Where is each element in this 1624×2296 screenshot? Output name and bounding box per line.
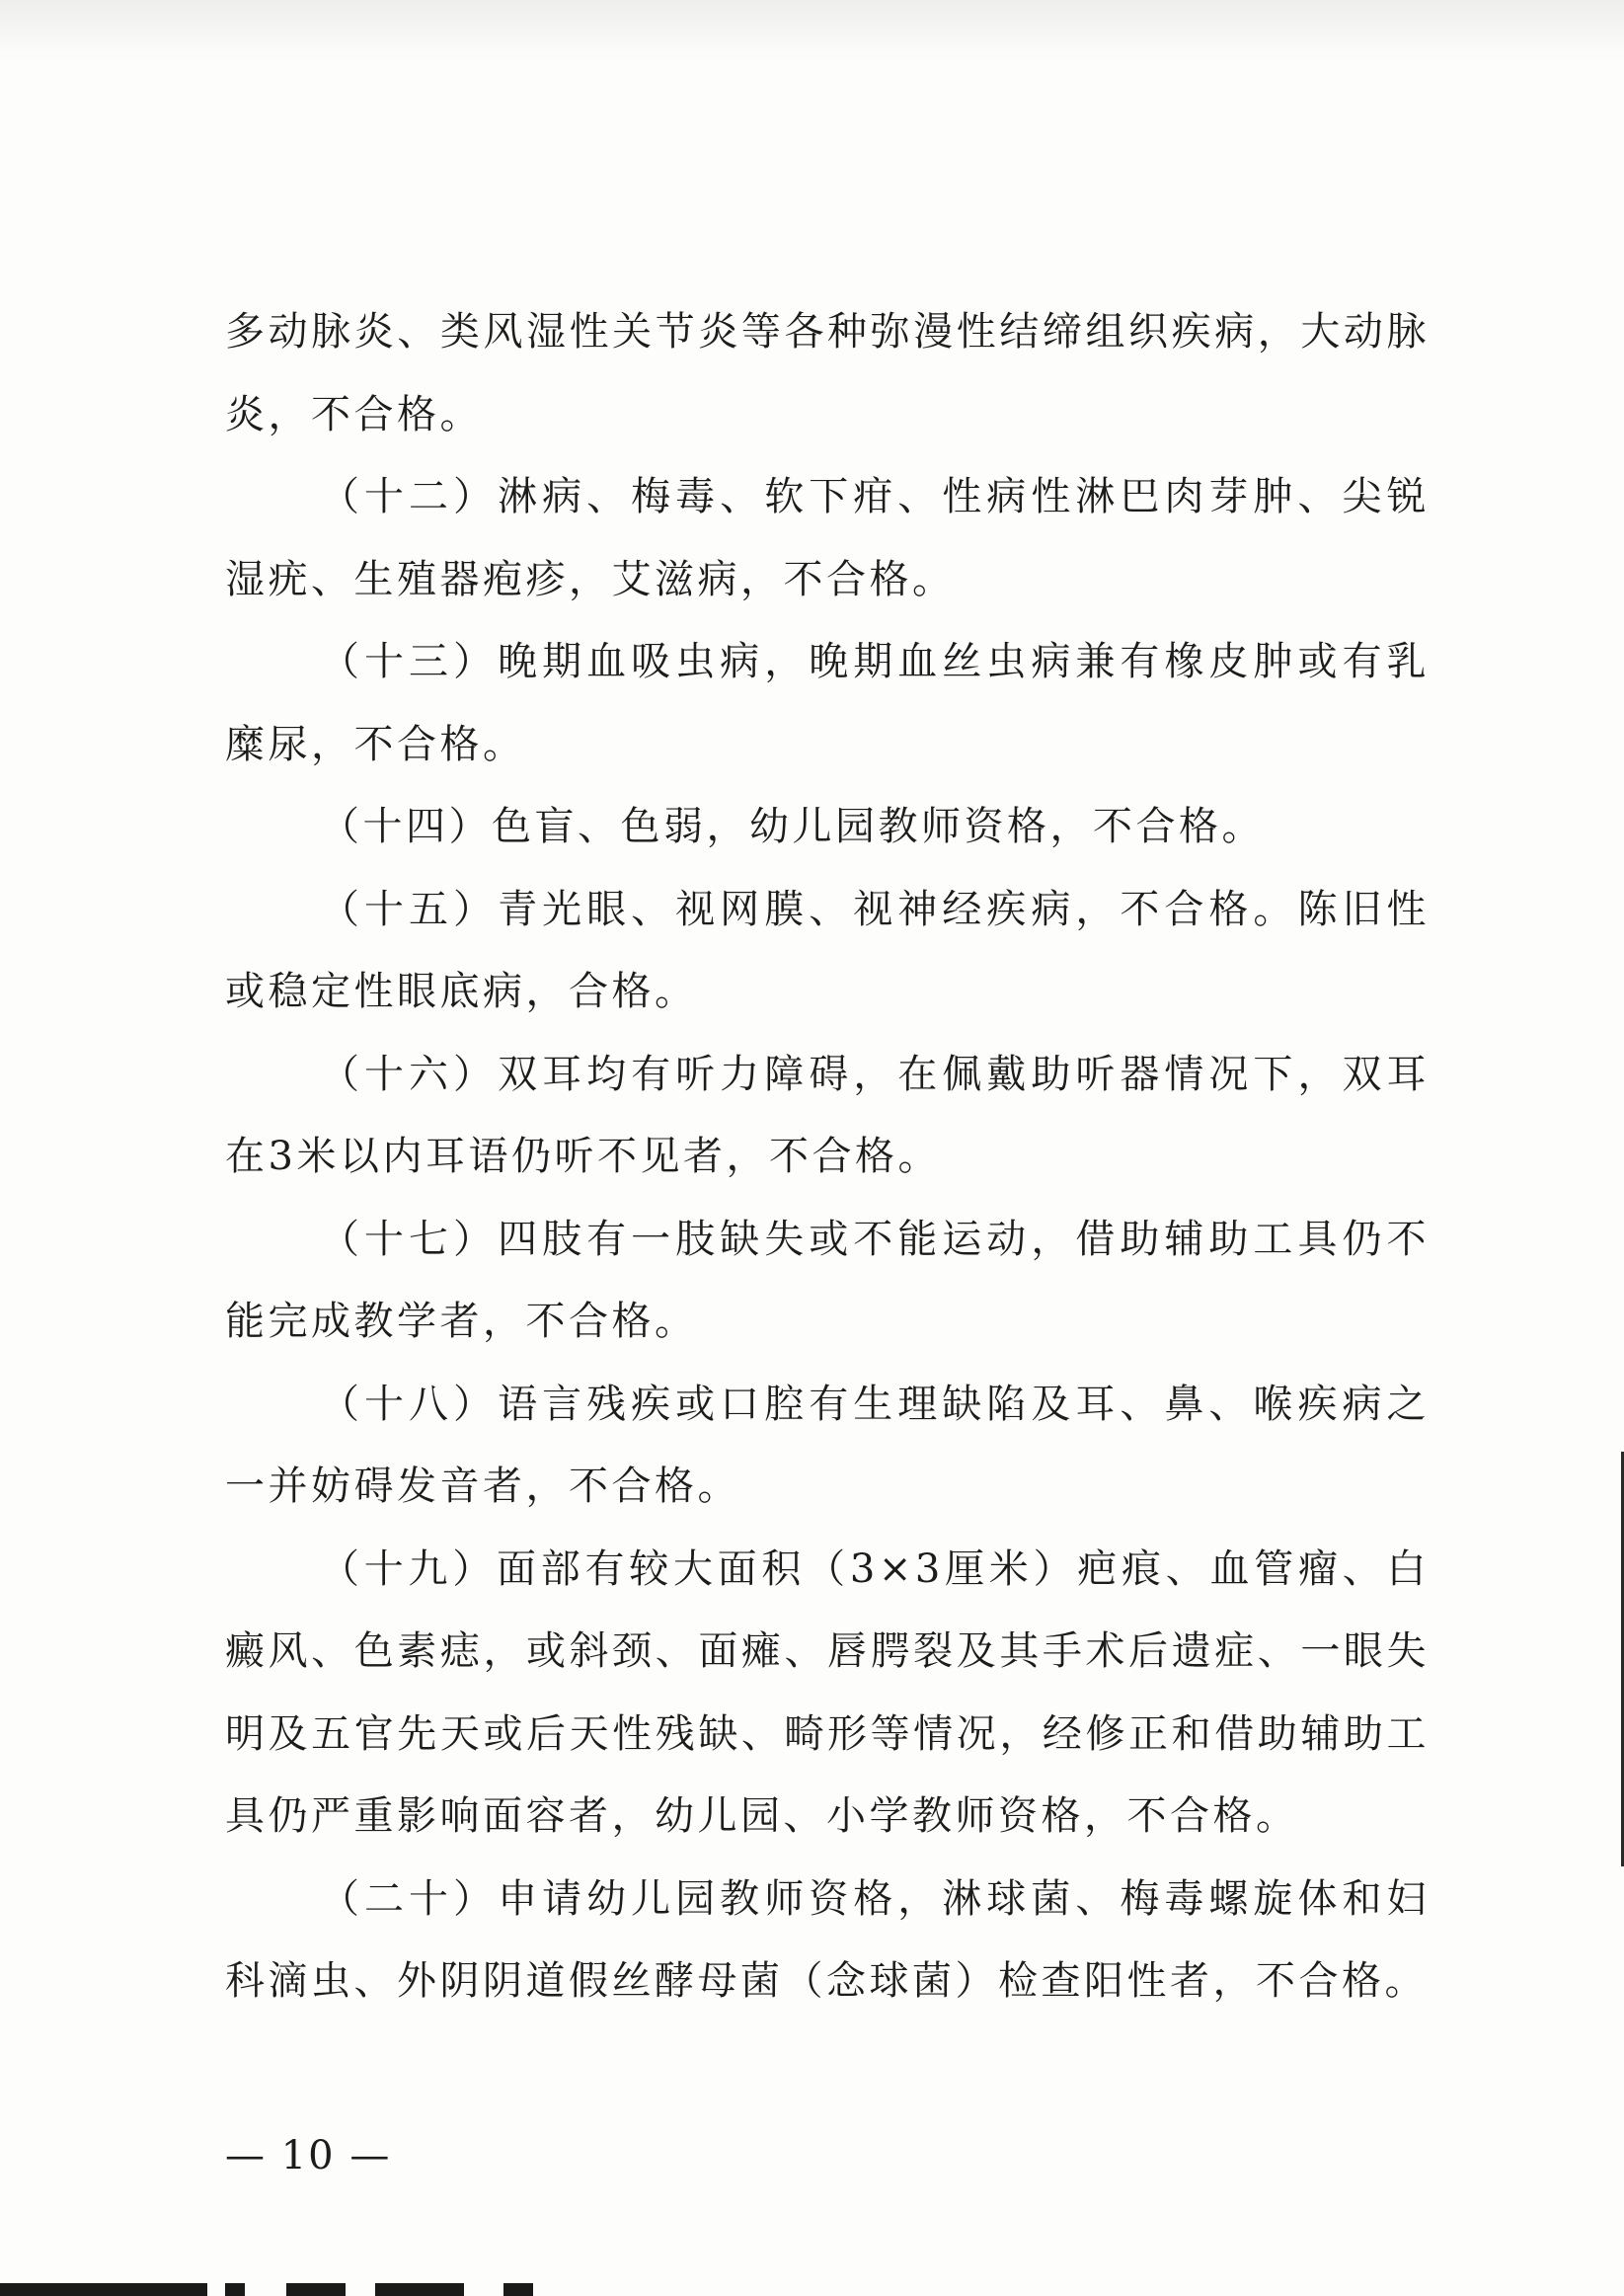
- footer-bar: [286, 2283, 346, 2296]
- footer-bar: [225, 2283, 245, 2296]
- page-number: — 10 —: [225, 2133, 392, 2178]
- paragraph-item-15: （十五）青光眼、视网膜、视神经疾病，不合格。陈旧性或稳定性眼底病，合格。: [225, 886, 1430, 1014]
- paragraph-item-16: （十六）双耳均有听力障碍，在佩戴助听器情况下，双耳在3米以内耳语仍听不见者，不合格。: [225, 1051, 1430, 1179]
- paragraph-continuation: 多动脉炎、类风湿性关节炎等各种弥漫性结缔组织疾病，大动脉炎，不合格。: [225, 309, 1430, 437]
- paragraph-item-14: （十四）色盲、色弱，幼儿园教师资格，不合格。: [320, 804, 1265, 849]
- scan-shadow-top: [0, 0, 1624, 59]
- paragraph-item-18: （十八）语言残疾或口腔有生理缺陷及耳、鼻、喉疾病之一并妨碍发音者，不合格。: [225, 1381, 1430, 1509]
- footer-bar: [0, 2283, 207, 2296]
- paragraph-item-17: （十七）四肢有一肢缺失或不能运动，借助辅助工具仍不能完成教学者，不合格。: [225, 1216, 1430, 1344]
- paragraph-item-20: （二十）申请幼儿园教师资格，淋球菌、梅毒螺旋体和妇科滴虫、外阴阴道假丝酵母菌（念球菌）检查阳性者，不合格。: [225, 1875, 1430, 2004]
- paragraph-item-13: （十三）晚期血吸虫病，晚期血丝虫病兼有橡皮肿或有乳糜尿，不合格。: [225, 639, 1430, 767]
- paragraph-item-12: （十二）淋病、梅毒、软下疳、性病性淋巴肉芽肿、尖锐湿疣、生殖器疱疹，艾滋病，不合格。: [225, 474, 1430, 602]
- footer-bar: [503, 2283, 533, 2296]
- scan-footer-bars: [0, 2277, 1624, 2296]
- document-body: [225, 291, 1430, 2023]
- footer-bar: [375, 2283, 464, 2296]
- paragraph-item-19: （十九）面部有较大面积（3×3厘米）疤痕、血管瘤、白癜风、色素痣，或斜颈、面瘫、唇腭裂及其手术后遗症、一眼失明及五官先天或后天性残缺、畸形等情况，经修正和借助辅助工具仍严重影响面容者，幼儿园、小学教师资格，不合格。: [225, 1545, 1430, 1839]
